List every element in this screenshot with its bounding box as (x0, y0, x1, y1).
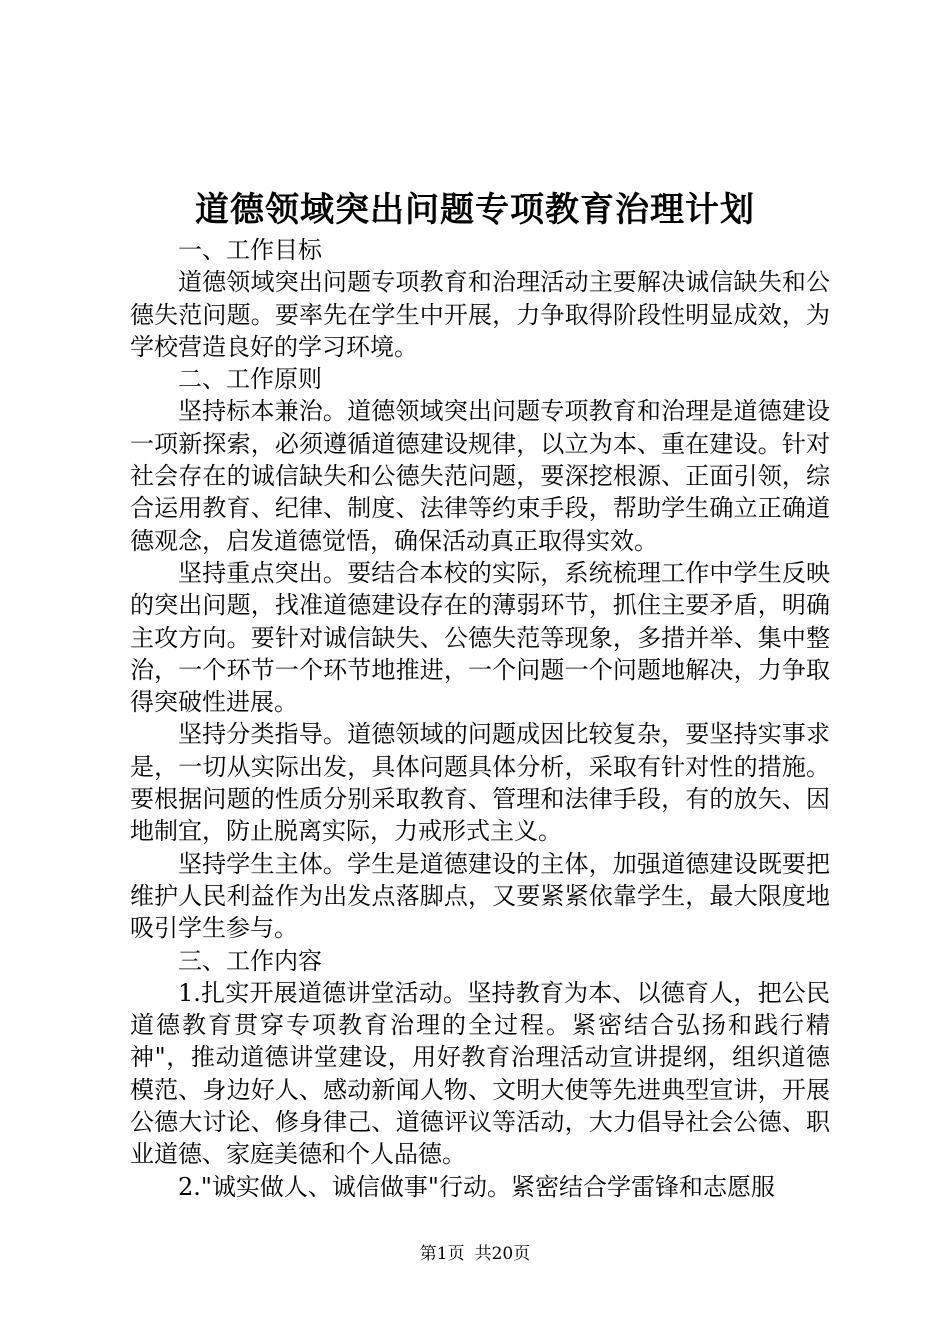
section-heading: 一、工作目标 (178, 236, 322, 264)
document-body (130, 234, 830, 1203)
paragraph: 坚持重点突出。要结合本校的实际，系统梳理工作中学生反映的突出问题，找准道德建设存在的薄弱环节，抓住主要矛盾，明确主攻方向。要针对诚信缺失、公德失范等现象，多措并举、集中整治，一个环节一个环节地推进，一个问题一个问题地解决，力争取得突破性进展。 (130, 558, 830, 717)
paragraph: 2."诚实做人、诚信做事"行动。紧密结合学雷锋和志愿服 (178, 1172, 775, 1201)
section-heading: 二、工作原则 (178, 365, 322, 394)
total-pages: 共20页 (474, 1244, 531, 1264)
page-footer (0, 1242, 950, 1266)
paragraph: 坚持标本兼治。道德领域突出问题专项教育和治理是道德建设一项新探索，必须遵循道德建设规律，以立为本、重在建设。针对社会存在的诚信缺失和公德失范问题，要深挖根源、正面引领，综合运用教育、纪律、制度、法律等约束手段，帮助学生确立正确道德观念，启发道德觉悟，确保活动真正取得实效。 (130, 397, 830, 555)
paragraph: 1.扎实开展道德讲堂活动。坚持教育为本、以德育人，把公民道德教育贯穿专项教育治理的全过程。紧密结合弘扬和践行精神"，推动道德讲堂建设，用好教育治理活动宣讲提纲，组织道德模范、身边好人、感动新闻人物、文明大使等先进典型宣讲，开展公德大讨论、修身律己、道德评议等活动，大力倡导社会公德、职业道德、家庭美德和个人品德。 (130, 978, 830, 1169)
section-heading: 三、工作内容 (178, 946, 322, 975)
page-number: 第1页 (419, 1244, 465, 1264)
paragraph: 坚持学生主体。学生是道德建设的主体，加强道德建设既要把维护人民利益作为出发点落脚点，又要紧紧依靠学生，最大限度地吸引学生参与。 (130, 849, 830, 943)
paragraph: 坚持分类指导。道德领域的问题成因比较复杂，要坚持实事求是，一切从实际出发，具体问题具体分析，采取有针对性的措施。要根据问题的性质分别采取教育、管理和法律手段，有的放矢、因地制宜，防止脱离实际，力戒形式主义。 (130, 720, 830, 846)
paragraph: 道德领域突出问题专项教育和治理活动主要解决诚信缺失和公德失范问题。要率先在学生中开展，力争取得阶段性明显成效，为学校营造良好的学习环境。 (130, 268, 830, 361)
document-title: 道德领域突出问题专项教育治理计划 (195, 190, 755, 230)
